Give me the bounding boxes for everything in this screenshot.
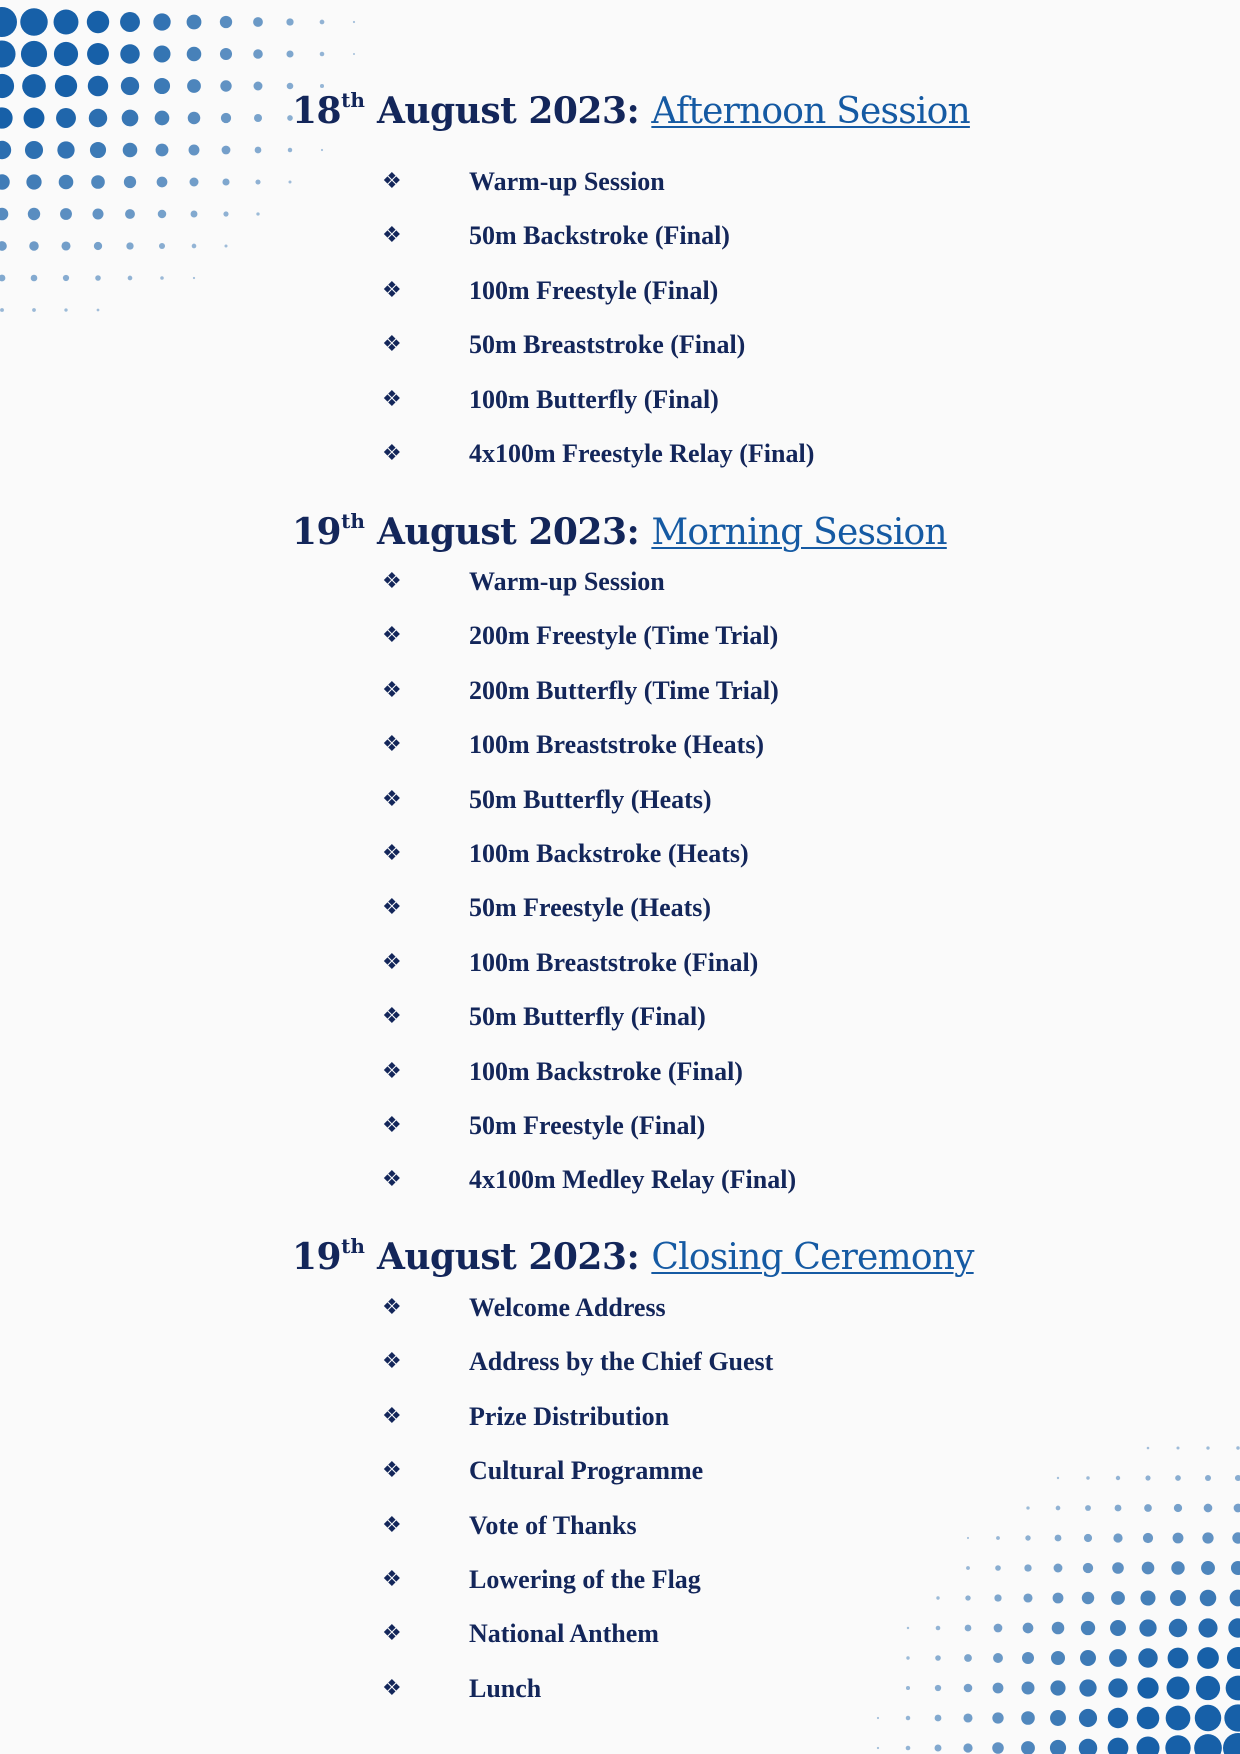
heading-day: 19 [292, 1236, 342, 1278]
diamond-bullet-icon: ❖ [382, 1004, 402, 1030]
diamond-bullet-icon: ❖ [382, 677, 402, 703]
diamond-bullet-icon: ❖ [382, 786, 402, 812]
list-item-label: 50m Breaststroke (Final) [469, 330, 746, 360]
list-item-label: 100m Breaststroke (Heats) [469, 730, 765, 760]
list-item-label: 50m Butterfly (Heats) [469, 784, 712, 814]
diamond-bullet-icon: ❖ [382, 169, 402, 194]
list-item-label: Cultural Programme [469, 1456, 704, 1486]
list-item-label: Lowering of the Flag [469, 1564, 701, 1594]
diamond-bullet-icon: ❖ [382, 895, 402, 921]
list-item-label: Prize Distribution [469, 1401, 670, 1431]
list-item-label: 200m Freestyle (Time Trial) [469, 621, 779, 651]
diamond-bullet-icon: ❖ [382, 1295, 402, 1320]
list-item-label: Address by the Chief Guest [469, 1347, 774, 1377]
list-item-label: 50m Butterfly (Final) [469, 1002, 706, 1032]
heading-day-suffix: th [341, 88, 365, 112]
diamond-bullet-icon: ❖ [382, 1675, 402, 1701]
diamond-bullet-icon: ❖ [382, 440, 402, 466]
diamond-bullet-icon: ❖ [382, 1349, 402, 1375]
list-item-label: 50m Backstroke (Final) [469, 221, 730, 251]
closing-ceremony-link[interactable]: Closing Ceremony [651, 1237, 974, 1278]
section-heading-morning [292, 509, 947, 553]
diamond-bullet-icon: ❖ [382, 623, 402, 649]
diamond-bullet-icon: ❖ [382, 949, 402, 975]
heading-month-year: August 2023: [376, 511, 640, 553]
diamond-bullet-icon: ❖ [382, 840, 402, 866]
diamond-bullet-icon: ❖ [382, 1566, 402, 1592]
diamond-bullet-icon: ❖ [382, 1403, 402, 1429]
list-item-label: 50m Freestyle (Heats) [469, 893, 712, 923]
heading-month-year: August 2023: [376, 1236, 640, 1278]
diamond-bullet-icon: ❖ [382, 1112, 402, 1138]
diamond-bullet-icon: ❖ [382, 1458, 402, 1484]
list-item-label: 4x100m Freestyle Relay (Final) [469, 438, 815, 468]
section-heading-afternoon [292, 88, 970, 132]
diamond-bullet-icon: ❖ [382, 277, 402, 303]
list-item-label: Warm-up Session [469, 567, 665, 596]
diamond-bullet-icon: ❖ [382, 1167, 402, 1193]
heading-day: 19 [292, 511, 342, 553]
list-item-label: 100m Butterfly (Final) [469, 384, 719, 414]
list-item-label: 100m Freestyle (Final) [469, 275, 719, 305]
heading-month-year: August 2023: [376, 90, 640, 132]
diamond-bullet-icon: ❖ [382, 1058, 402, 1084]
list-item-label: 100m Backstroke (Heats) [469, 838, 749, 868]
morning-session-link[interactable]: Morning Session [651, 512, 947, 553]
diamond-bullet-icon: ❖ [382, 569, 402, 594]
list-item-label: 50m Freestyle (Final) [469, 1110, 706, 1140]
list-item-label: Lunch [469, 1673, 542, 1703]
diamond-bullet-icon: ❖ [382, 1621, 402, 1647]
diamond-bullet-icon: ❖ [382, 732, 402, 758]
list-item-label: Warm-up Session [469, 167, 665, 196]
heading-day-suffix: th [341, 1234, 365, 1258]
diamond-bullet-icon: ❖ [382, 386, 402, 412]
list-item-label: 100m Breaststroke (Final) [469, 947, 759, 977]
heading-day-suffix: th [341, 509, 365, 533]
list-item-label: 4x100m Medley Relay (Final) [469, 1165, 797, 1195]
section-heading-closing [292, 1234, 974, 1278]
heading-day: 18 [292, 90, 342, 132]
list-item-label: Welcome Address [469, 1293, 666, 1322]
list-item-label: Vote of Thanks [469, 1510, 637, 1540]
diamond-bullet-icon: ❖ [382, 1512, 402, 1538]
list-item-label: 100m Backstroke (Final) [469, 1056, 743, 1086]
diamond-bullet-icon: ❖ [382, 223, 402, 249]
list-item-label: National Anthem [469, 1619, 659, 1649]
diamond-bullet-icon: ❖ [382, 332, 402, 358]
afternoon-session-link[interactable]: Afternoon Session [651, 91, 970, 132]
list-item-label: 200m Butterfly (Time Trial) [469, 675, 779, 705]
